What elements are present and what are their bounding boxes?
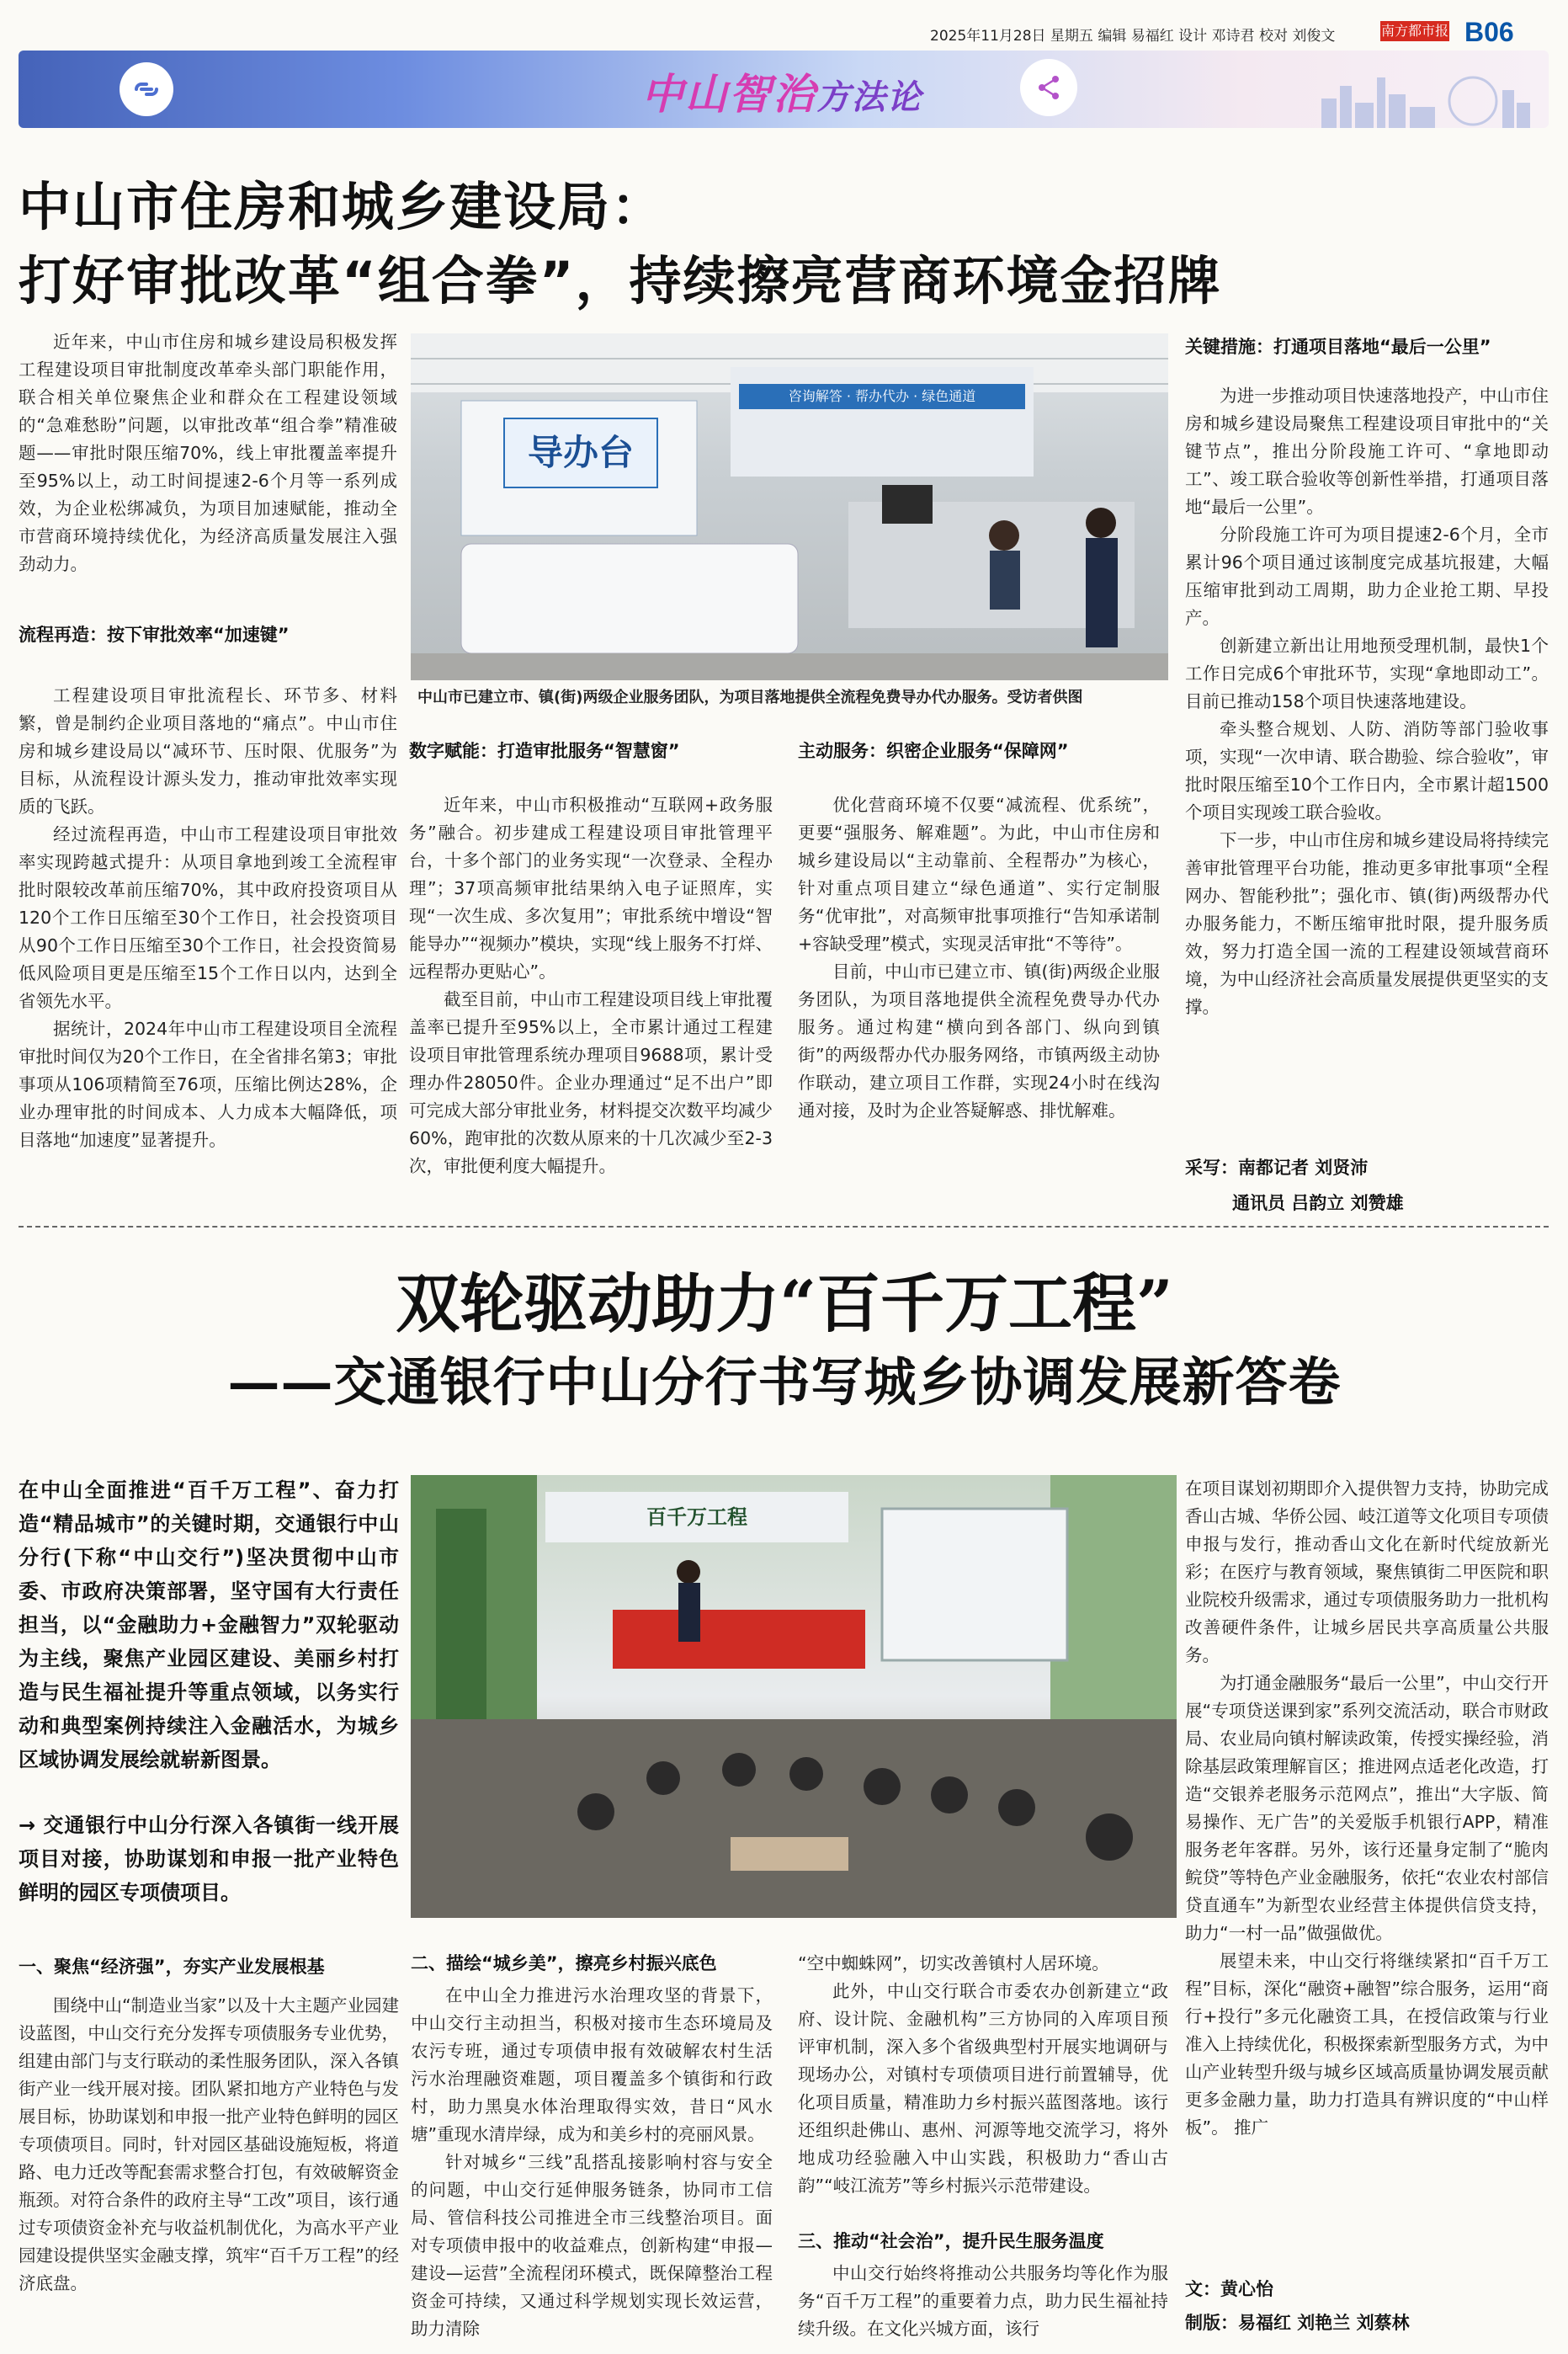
article2-section1-body	[19, 1992, 399, 2298]
link-icon	[120, 62, 173, 116]
article2-credit-writer: 文：黄心怡	[1185, 2279, 1273, 2299]
section-divider	[19, 1226, 1549, 1228]
article2-section1-title: 一、聚焦“经济强”，夯实产业发展根基	[19, 1957, 325, 1977]
article1-section1-title: 流程再造：按下审批效率“加速键”	[19, 625, 290, 645]
paragraph: 为打通金融服务“最后一公里”，中山交行开展“专项贷送课到家”系列交流活动，联合市财政局、农业局向镇村解读政策，传授实操经验，消除基层政策理解盲区；推进网点适老化改造，打造“交银养老服务示范网点”，推出“大字版、简易操作、无广告”的关爱版手机银行APP，精准服务老年客群。另外，该行还量身定制了“脆肉鲩贷”等特色产业金融服务，依托“农业农村部信贷直通车”为新型农业经营主体提供信贷支持，助力“一村一品”做强做优。	[1185, 1673, 1549, 1943]
paragraph: 牵头整合规划、人防、消防等部门验收事项，实现“一次申请、联合勘验、综合验收”，审批时限压缩至10个工作日内，全市累计超1500个项目实现竣工联合验收。	[1185, 719, 1549, 823]
paragraph: 工程建设项目审批流程长、环节多、材料繁，曾是制约企业项目落地的“痛点”。中山市住房和城乡建设局以“减环节、压时限、优服务”为目标，从流程设计源头发力，推动审批效率实现质的飞跃。	[19, 685, 397, 817]
city-skyline-illustration	[1313, 69, 1532, 128]
page-number: B06	[1464, 17, 1514, 47]
paragraph: 针对城乡“三线”乱搭乱接影响村容与安全的问题，中山交行延伸服务链条，协同市工信局、管信科技公司推进全市三线整治项目。面对专项债申报中的收益难点，创新构建“申报—建设—运营”全流程闭环模式，既保障整治工程资金可持续，又通过科学规划实现长效运营，助力清除	[411, 2152, 773, 2339]
article1-section2-title: 数字赋能：打造审批服务“智慧窗”	[409, 741, 680, 761]
paragraph: 分阶段施工许可为项目提速2-6个月，全市累计96个项目通过该制度完成基坑报建，大幅压缩审批到动工周期，助力企业抢工期、早投产。	[1185, 525, 1549, 628]
banner-title-suffix: 方法论	[816, 77, 922, 117]
paragraph: 经过流程再造，中山市工程建设项目审批效率实现跨越式提升：从项目拿地到竣工全流程审批时限较改革前压缩70%，其中政府投资项目从120个工作日压缩至30个工作日，社会投资项目从90个工作日压缩至30个工作日，社会投资简易低风险项目更是压缩至15个工作日以内，达到全省领先水平。	[19, 824, 397, 1011]
paragraph: 优化营商环境不仅要“减流程、优系统”，更要“强服务、解难题”。为此，中山市住房和城乡建设局以“主动靠前、全程帮办”为核心，针对重点项目建立“绿色通道”、实行定制服务“优审批”，对高频审批事项推行“告知承诺制+容缺受理”模式，实现灵活审批“不等待”。	[798, 795, 1160, 954]
paragraph: 下一步，中山市住房和城乡建设局将持续完善审批管理平台功能，推动更多审批事项“全程网办、智能秒批”；强化市、镇(街)两级帮办代办服务能力，不断压缩审批时限，提升服务质效，努力打造全国一流的工程建设领域营商环境，为中山经济社会高质量发展提供更坚实的支撑。	[1185, 830, 1549, 1017]
paragraph: 在中山全力推进污水治理攻坚的背景下，中山交行主动担当，积极对接市生态环境局及农污专班，通过专项债申报有效破解农村生活污水治理融资难题，项目覆盖多个镇街和行政村，助力黑臭水体治理取得实效，昔日“风水塘”重现水清岸绿，成为和美乡村的亮丽风景。	[411, 1985, 773, 2144]
paragraph: 为进一步推动项目快速落地投产，中山市住房和城乡建设局聚焦工程建设项目审批中的“关键节点”，推出分阶段施工许可、“拿地即动工”、竣工联合验收等创新性举措，打通项目落地“最后一公里”。	[1185, 386, 1549, 517]
article2-section3-body	[798, 2260, 1168, 2343]
photo-wall-banner: 咨询解答 · 帮办代办 · 绿色通道	[739, 384, 1025, 409]
paragraph: 截至目前，中山市工程建设项目线上审批覆盖率已提升至95%以上，全市累计通过工程建设项目审批管理系统办理项目9688项，累计受理办件28050件。企业办理通过“足不出户”即可完成大部分审批业务，材料提交次数平均减少60%，跑审批的次数从原来的十几次减少至2-3次，审批便利度大幅提升。	[409, 989, 773, 1176]
paragraph: 创新建立新出让用地预受理机制，最快1个工作日完成6个审批环节，实现“拿地即动工”。目前已推动158个项目快速落地建设。	[1185, 636, 1549, 711]
intro-paragraph: 近年来，中山市住房和城乡建设局积极发挥工程建设项目审批制度改革牵头部门职能作用，联合相关单位聚焦企业和群众在工程建设领域的“急难愁盼”问题，以审批改革“组合拳”精准破题——审批时限压缩70%，线上审批覆盖率提升至95%以上，动工时间提速2-6个月等一系列成效，为企业松绑减负，为项目加速赋能，推动全市营商环境持续优化，为经济高质量发展注入强劲动力。	[19, 332, 397, 574]
paragraph: 中山交行始终将推动公共服务均等化作为服务“百千万工程”的重要着力点，助力民生福祉持续升级。在文化兴城方面，该行	[798, 2263, 1168, 2339]
section-banner	[19, 51, 1549, 128]
article2-lead: 在中山全面推进“百千万工程”、奋力打造“精品城市”的关键时期，交通银行中山分行(下称“中山交行”)坚决贯彻中山市委、市政府决策部署，坚守国有大行责任担当，以“金融助力+金融智力”双轮驱动为主线，聚焦产业园区建设、美丽乡村打造与民生福祉提升等重点领域，以务实行动和典型案例持续注入金融活水，为城乡区域协调发展绘就崭新图景。	[19, 1478, 399, 1771]
article2-column3-body	[798, 1950, 1168, 2200]
banner-title	[641, 61, 922, 121]
article1-intro	[19, 328, 397, 578]
page-info-line: 2025年11月28日 星期五 编辑 易福红 设计 邓诗君 校对 刘俊文	[930, 28, 1336, 45]
article1-section2-body	[409, 791, 773, 1180]
share-icon	[1020, 59, 1077, 116]
article1-section1-body	[19, 682, 397, 1154]
paragraph: “空中蜘蛛网”，切实改善镇村人居环境。	[798, 1953, 1109, 1973]
article1-section4-title: 关键措施：打通项目落地“最后一公里”	[1185, 337, 1491, 357]
meeting-scene	[411, 1475, 1177, 1918]
article1-section4-body	[1185, 382, 1549, 1021]
article1-section3-body	[798, 791, 1160, 1125]
article1-section3-title: 主动服务：织密企业服务“保障网”	[798, 741, 1069, 761]
article2-section2-body	[411, 1982, 773, 2343]
article1-photo-service-hall	[411, 333, 1168, 680]
paragraph: 据统计，2024年中山市工程建设项目全流程审批时间仅为20个工作日，在全省排名第3；审批事项从106项精简至76项，压缩比例达28%，企业办理审批的时间成本、人力成本大幅降低，项目落地“加速度”显著提升。	[19, 1019, 397, 1150]
paragraph: 在项目谋划初期即介入提供智力支持，协助完成香山古城、华侨公园、岐江道等文化项目专项债申报与发行，推动香山文化在新时代绽放新光彩；在医疗与教育领域，聚焦镇街二甲医院和职业院校升级需求，通过专项债服务助力一批机构改善硬件条件，让城乡居民共享高质量公共服务。	[1185, 1478, 1549, 1665]
paragraph: 此外，中山交行联合市委农办创新建立“政府、设计院、金融机构”三方协同的入库项目预评审机制，深入多个省级典型村开展实地调研与现场办公，对镇村专项债项目进行前置辅导，优化项目质量，精准助力乡村振兴蓝图落地。该行还组织赴佛山、惠州、河源等地交流学习，将外地成功经验融入中山实践，积极助力“香山古韵”“岐江流芳”等乡村振兴示范带建设。	[798, 1981, 1168, 2196]
article1-credit-reporter: 采写：南都记者 刘贤沛	[1185, 1158, 1369, 1178]
article1-credit-correspondents: 通讯员 吕韵立 刘赞雄	[1232, 1193, 1404, 1213]
article1-title-line2: 打好审批改革“组合拳”，持续擦亮营商环境金招牌	[19, 250, 1222, 312]
article2-photo-meeting	[411, 1475, 1177, 1918]
paragraph: 近年来，中山市积极推动“互联网+政务服务”融合。初步建成工程建设项目审批管理平台，十多个部门的业务实现“一次登录、全程办理”；37项高频审批结果纳入电子证照库，实现“一次生成、多次复用”；审批系统中增设“智能导办”“视频办”模块，实现“线上服务不打烊、远程帮办更贴心”。	[409, 795, 773, 982]
article2-photo-note: → 交通银行中山分行深入各镇街一线开展项目对接，协助谋划和申报一批产业特色鲜明的园区专项债项目。	[19, 1813, 399, 1904]
paragraph: 目前，中山市已建立市、镇(街)两级企业服务团队，为项目落地提供全流程免费导办代办服务。通过构建“横向到各部门、纵向到镇街”的两级帮办代办服务网络，市镇两级主动协作联动，建立项目工作群，实现24小时在线沟通对接，及时为企业答疑解惑、排忧解难。	[798, 961, 1160, 1121]
article2-credit-layout: 制版：易福红 刘艳兰 刘蔡林	[1185, 2313, 1410, 2333]
paragraph: 围绕中山“制造业当家”以及十大主题产业园建设蓝图，中山交行充分发挥专项债服务专业优势，组建由部门与支行联动的柔性服务团队，深入各镇街产业一线开展对接。团队紧扣地方产业特色与发展目标，协助谋划和申报一批产业特色鲜明的园区专项债项目。同时，针对园区基础设施短板，将道路、电力迁改等配套需求整合打包，有效破解资金瓶颈。对符合条件的政府主导“工改”项目，该行通过专项债资金补充与收益机制优化，为高水平产业园建设提供坚实金融支撑，筑牢“百千万工程”的经济底盘。	[19, 1995, 399, 2293]
article2-column4-body	[1185, 1475, 1549, 2142]
article2-title-line2: ——交通银行中山分行书写城乡协调发展新答卷	[227, 1351, 1342, 1413]
paragraph: 展望未来，中山交行将继续紧扣“百千万工程”目标，深化“融资+融智”综合服务，运用“商行+投行”多元化融资工具，在授信政策与行业准入上持续优化，积极探索新型服务方式，为中山产业转型升级与城乡区域高质量协调发展贡献更多金融力量，助力打造具有辨识度的“中山样板”。 推广	[1185, 1951, 1549, 2138]
article2-section2-title: 二、描绘“城乡美”，擦亮乡村振兴底色	[411, 1953, 717, 1973]
article1-photo-caption: 中山市已建立市、镇(街)两级企业服务团队，为项目落地提供全流程免费导办代办服务。受访者供图	[417, 689, 1083, 706]
photo-screen-title: 百千万工程	[646, 1505, 747, 1529]
photo-service-desk-sign: 导办台	[503, 418, 658, 488]
newspaper-logo: 南方都市报	[1380, 21, 1449, 41]
article2-title-line1: 双轮驱动助力“百千万工程”	[396, 1266, 1173, 1341]
banner-title-main: 中山智治	[641, 69, 816, 119]
article2-section3-title: 三、推动“社会治”，提升民生服务温度	[798, 2231, 1104, 2251]
article1-title-line1: 中山市住房和城乡建设局：	[19, 176, 666, 237]
